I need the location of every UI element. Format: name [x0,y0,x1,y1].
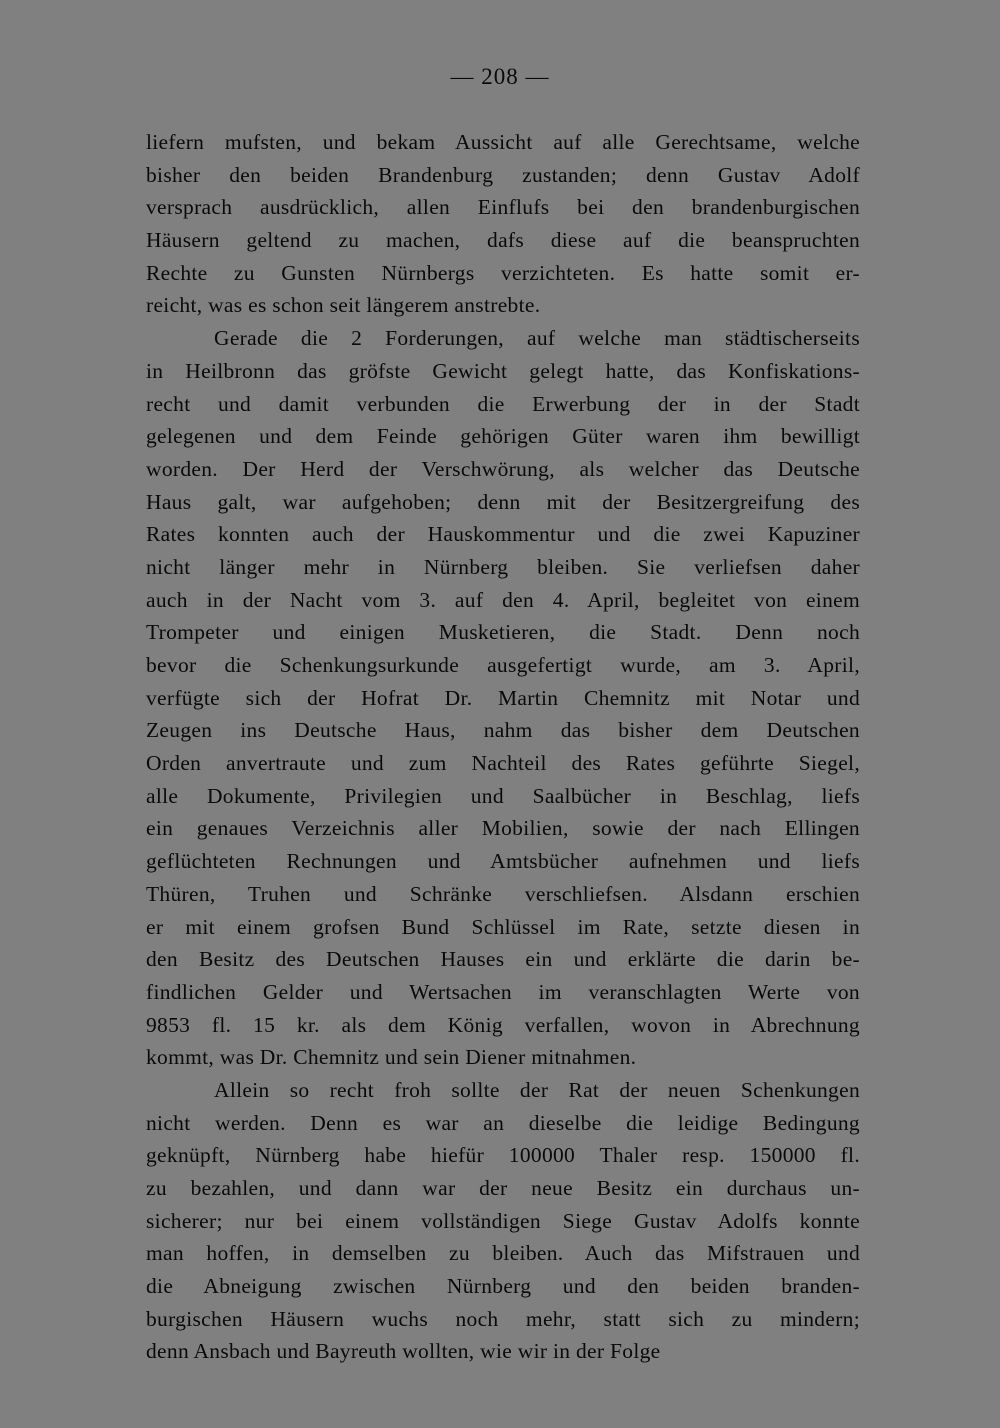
text-line: gelegenen und dem Feinde gehörigen Güter waren ihm bewilligt [146,424,860,449]
text-line: geknüpft, Nürnberg habe hiefür 100000 Thaler resp. 150000 fl. [146,1143,860,1168]
paragraph-1 [146,126,860,322]
text-line: verfügte sich der Hofrat Dr. Martin Chemnitz mit Notar und [146,685,860,710]
text-line: findlichen Gelder und Wertsachen im veranschlagten Werte von [146,979,860,1004]
text-line: reicht, was es schon seit längerem anstrebte. [146,293,541,318]
text-line: bevor die Schenkungsurkunde ausgefertigt wurde, am 3. April, [146,653,860,677]
text-line: bisher den beiden Brandenburg zustanden; denn Gustav Adolf [146,162,860,187]
text-line: geflüchteten Rechnungen und Amtsbücher aufnehmen und liefs [146,849,860,874]
text-line: 9853 fl. 15 kr. als dem König verfallen, wovon in Abrechnung [146,1012,860,1037]
text-line: auch in der Nacht vom 3. auf den 4. April, begleitet von einem [146,587,860,612]
text-line: kommt, was Dr. Chemnitz und sein Diener mitnahmen. [146,1045,637,1070]
text-line: Orden anvertraute und zum Nachteil des Rates geführte Siegel, [146,751,860,776]
text-line: ein genaues Verzeichnis aller Mobilien, sowie der nach Ellingen [146,816,860,841]
text-line: Rates konnten auch der Hauskommentur und die zwei Kapuziner [146,522,860,547]
text-line: denn Ansbach und Bayreuth wollten, wie wir in der Folge [146,1339,661,1364]
text-line: er mit einem grofsen Bund Schlüssel im Rate, setzte diesen in [146,914,860,939]
text-line: Allein so recht froh sollte der Rat der neuen Schenkungen [214,1077,860,1102]
text-line: in Heilbronn das gröfste Gewicht gelegt hatte, das Konfiskations- [146,358,860,383]
text-line: Häusern geltend zu machen, dafs diese auf die beanspruchten [146,228,860,253]
text-line: man hoffen, in demselben zu bleiben. Auch das Mifstrauen und [146,1241,860,1266]
text-line: Haus galt, war aufgehoben; denn mit der Besitzergreifung des [146,489,860,514]
text-line: den Besitz des Deutschen Hauses ein und erklärte die darin be- [146,947,860,972]
text-line: Trompeter und einigen Musketieren, die Stadt. Denn noch [146,620,860,645]
page-body [146,126,860,1368]
text-line: zu bezahlen, und dann war der neue Besitz ein durchaus un- [146,1176,860,1200]
text-line: Rechte zu Gunsten Nürnbergs verzichteten. Es hatte somit er- [146,260,860,285]
text-line: Thüren, Truhen und Schränke verschliefsen. Alsdann erschien [146,881,860,906]
text-line: die Abneigung zwischen Nürnberg und den beiden branden- [146,1274,860,1299]
text-line: recht und damit verbunden die Erwerbung der in der Stadt [146,391,860,416]
text-line: Gerade die 2 Forderungen, auf welche man städtischerseits [214,326,860,351]
paragraph-3 [146,1074,860,1368]
text-line: Zeugen ins Deutsche Haus, nahm das bisher dem Deutschen [146,718,860,743]
text-line: sicherer; nur bei einem vollständigen Siege Gustav Adolfs konnte [146,1208,860,1233]
text-line: worden. Der Herd der Verschwörung, als welcher das Deutsche [146,456,860,481]
page-number: — 208 — [450,64,550,89]
text-line: versprach ausdrücklich, allen Einflufs bei den brandenburgischen [146,195,860,220]
text-line: alle Dokumente, Privilegien und Saalbücher in Beschlag, liefs [146,783,860,808]
paragraph-2 [146,322,860,1074]
text-line: liefern mufsten, und bekam Aussicht auf alle Gerechtsame, welche [146,130,860,154]
text-line: nicht werden. Denn es war an dieselbe die leidige Bedingung [146,1110,860,1135]
text-line: nicht länger mehr in Nürnberg bleiben. Sie verliefsen daher [146,554,860,579]
text-line: burgischen Häusern wuchs noch mehr, statt sich zu mindern; [146,1306,860,1331]
